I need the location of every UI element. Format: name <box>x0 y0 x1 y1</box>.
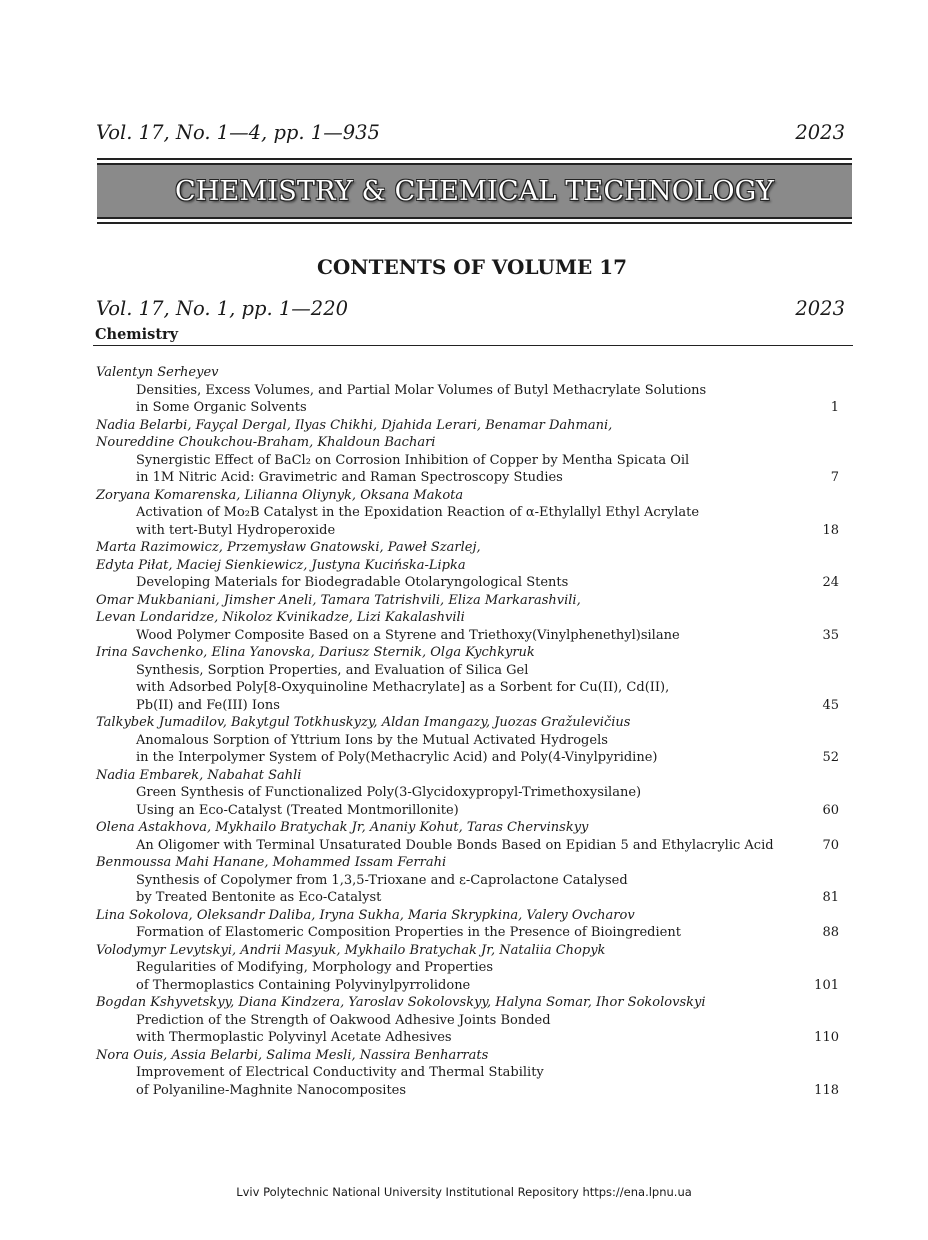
entry-title: Regularities of Modifying, Morphology and Properties <box>136 960 493 975</box>
entry-page-number: 24 <box>822 575 839 590</box>
entry-page-number: 18 <box>822 522 839 538</box>
contents-title: CONTENTS OF VOLUME 17 <box>316 255 628 279</box>
entry-title: Wood Polymer Composite Based on a Styrene and Triethoxy(Vinylphenethyl)silane <box>136 627 680 643</box>
table-of-contents <box>96 364 839 1099</box>
entry-title: Green Synthesis of Functionalized Poly(3-Glycidoxypropyl-Trimethoxysilane) <box>136 785 642 800</box>
entry-page-number: 1 <box>830 400 839 415</box>
volume-year: 2023 <box>795 121 845 144</box>
volume-range: Vol. 17, No. 1—4, pp. 1—935 <box>96 121 380 144</box>
entry-title: in 1M Nitric Acid: Gravimetric and Raman Spectroscopy Studies <box>136 470 563 485</box>
entry-title: of Polyaniline-Maghnite Nanocomposites <box>136 1082 407 1098</box>
entry-authors: Olena Astakhova, Mykhailo Bratychak Jr, Ananiy Kohut, Taras Chervinskyy <box>96 820 589 835</box>
entry-page-number: 110 <box>814 1030 839 1045</box>
entry-authors: Lina Sokolova, Oleksandr Daliba, Iryna Sukha, Maria Skrypkina, Valery Ovcharov <box>96 907 635 923</box>
entry-authors: Marta Razimowicz, Przemysław Gnatowski, Paweł Szarlej, <box>96 540 481 555</box>
entry-title: with tert-Butyl Hydroperoxide <box>136 522 336 538</box>
entry-authors: Omar Mukbaniani, Jimsher Aneli, Tamara Tatrishvili, Eliza Markarashvili, <box>96 592 581 608</box>
entry-title: in the Interpolymer System of Poly(Methacrylic Acid) and Poly(4-Vinylpyridine) <box>136 750 658 765</box>
toc-entry <box>96 942 839 995</box>
section-divider <box>93 345 853 346</box>
entry-authors: Benmoussa Mahi Hanane, Mohammed Issam Ferrahi <box>96 855 447 870</box>
entry-title: Pb(II) and Fe(III) Ions <box>136 697 280 713</box>
entry-title: An Oligomer with Terminal Unsaturated Double Bonds Based on Epidian 5 and Ethylacrylic Acid <box>136 837 774 853</box>
entry-authors: Nadia Belarbi, Fayçal Dergal, Ilyas Chikhi, Djahida Lerari, Benamar Dahmani, <box>96 417 613 433</box>
journal-volume-header <box>96 121 845 144</box>
entry-title: Synthesis, Sorption Properties, and Evaluation of Silica Gel <box>136 662 529 678</box>
toc-entry <box>96 539 839 592</box>
entry-title: Synthesis of Copolymer from 1,3,5-Trioxane and ε-Caprolactone Catalysed <box>136 872 628 888</box>
entry-title: with Thermoplastic Polyvinyl Acetate Adhesives <box>136 1030 452 1045</box>
toc-entry <box>96 854 839 907</box>
entry-title: Synergistic Effect of BaCl₂ on Corrosion Inhibition of Copper by Mentha Spicata Oil <box>136 452 690 468</box>
repository-footer: Lviv Polytechnic National University Institutional Repository https://ena.lpnu.ua <box>236 1185 692 1199</box>
entry-authors: Edyta Piłat, Maciej Sienkiewicz, Justyna Kucińska-Lipka <box>96 557 466 573</box>
issue-header <box>96 297 845 320</box>
entry-title: Formation of Elastomeric Composition Properties in the Presence of Bioingredient <box>136 925 681 940</box>
issue-year: 2023 <box>795 297 845 320</box>
entry-title: Improvement of Electrical Conductivity and Thermal Stability <box>136 1065 544 1080</box>
journal-title: CHEMISTRY & CHEMICAL TECHNOLOGY <box>174 175 774 207</box>
entry-page-number: 52 <box>822 750 839 765</box>
entry-title: Developing Materials for Biodegradable Otolaryngological Stents <box>136 575 569 590</box>
entry-authors: Valentyn Serheyev <box>96 365 219 380</box>
entry-title: in Some Organic Solvents <box>136 400 307 415</box>
entry-authors: Nadia Embarek, Nabahat Sahli <box>96 767 302 783</box>
entry-page-number: 81 <box>822 890 839 905</box>
toc-entry <box>96 767 839 820</box>
entry-title: Anomalous Sorption of Yttrium Ions by the Mutual Activated Hydrogels <box>136 732 608 748</box>
section-title: Chemistry <box>95 326 179 343</box>
entry-page-number: 35 <box>822 627 839 643</box>
toc-entry <box>96 1047 839 1100</box>
entry-title: Activation of Mo₂B Catalyst in the Epoxidation Reaction of α-Ethylallyl Ethyl Acrylate <box>136 505 700 520</box>
entry-page-number: 118 <box>814 1082 839 1098</box>
entry-authors: Bogdan Kshyvetskyy, Diana Kindzera, Yaroslav Sokolovskyy, Halyna Somar, Ihor Sokolovskyi <box>96 995 706 1010</box>
entry-authors: Levan Londaridze, Nikoloz Kvinikadze, Lizi Kakalashvili <box>96 610 465 625</box>
entry-authors: Irina Savchenko, Elina Yanovska, Dariusz Sternik, Olga Kychkyruk <box>96 645 535 660</box>
entry-title: Using an Eco-Catalyst (Treated Montmorillonite) <box>136 802 459 818</box>
entry-title: with Adsorbed Poly[8-Oxyquinoline Methacrylate] as a Sorbent for Cu(II), Cd(II), <box>136 680 670 695</box>
entry-page-number: 101 <box>814 977 839 993</box>
entry-page-number: 7 <box>830 470 839 485</box>
entry-page-number: 45 <box>822 697 839 713</box>
entry-authors: Noureddine Choukchou-Braham, Khaldoun Bachari <box>96 435 436 450</box>
entry-authors: Talkybek Jumadilov, Bakytgul Totkhuskyzy, Aldan Imangazy, Juozas Gražulevičius <box>96 715 631 730</box>
issue-range: Vol. 17, No. 1, pp. 1—220 <box>96 297 349 320</box>
entry-title: of Thermoplastics Containing Polyvinylpyrrolidone <box>136 977 471 993</box>
entry-page-number: 88 <box>822 925 839 940</box>
toc-entry <box>96 364 839 417</box>
entry-page-number: 70 <box>822 837 839 853</box>
entry-authors: Zoryana Komarenska, Lilianna Oliynyk, Oksana Makota <box>96 487 464 503</box>
entry-title: Densities, Excess Volumes, and Partial Molar Volumes of Butyl Methacrylate Solutions <box>136 382 707 398</box>
toc-entry <box>96 644 839 714</box>
toc-entry <box>96 592 839 645</box>
entry-authors: Nora Ouis, Assia Belarbi, Salima Mesli, Nassira Benharrats <box>96 1047 489 1063</box>
entry-authors: Volodymyr Levytskyi, Andrii Masyuk, Mykhailo Bratychak Jr, Nataliia Chopyk <box>96 942 606 958</box>
toc-entry <box>96 819 839 854</box>
entry-title: Prediction of the Strength of Oakwood Adhesive Joints Bonded <box>136 1012 551 1028</box>
entry-page-number: 60 <box>822 802 839 818</box>
toc-entry <box>96 907 839 942</box>
entry-title: by Treated Bentonite as Eco-Catalyst <box>136 890 382 905</box>
journal-banner <box>97 158 852 224</box>
toc-entry <box>96 417 839 487</box>
toc-entry <box>96 487 839 540</box>
toc-entry <box>96 714 839 767</box>
toc-entry <box>96 994 839 1047</box>
